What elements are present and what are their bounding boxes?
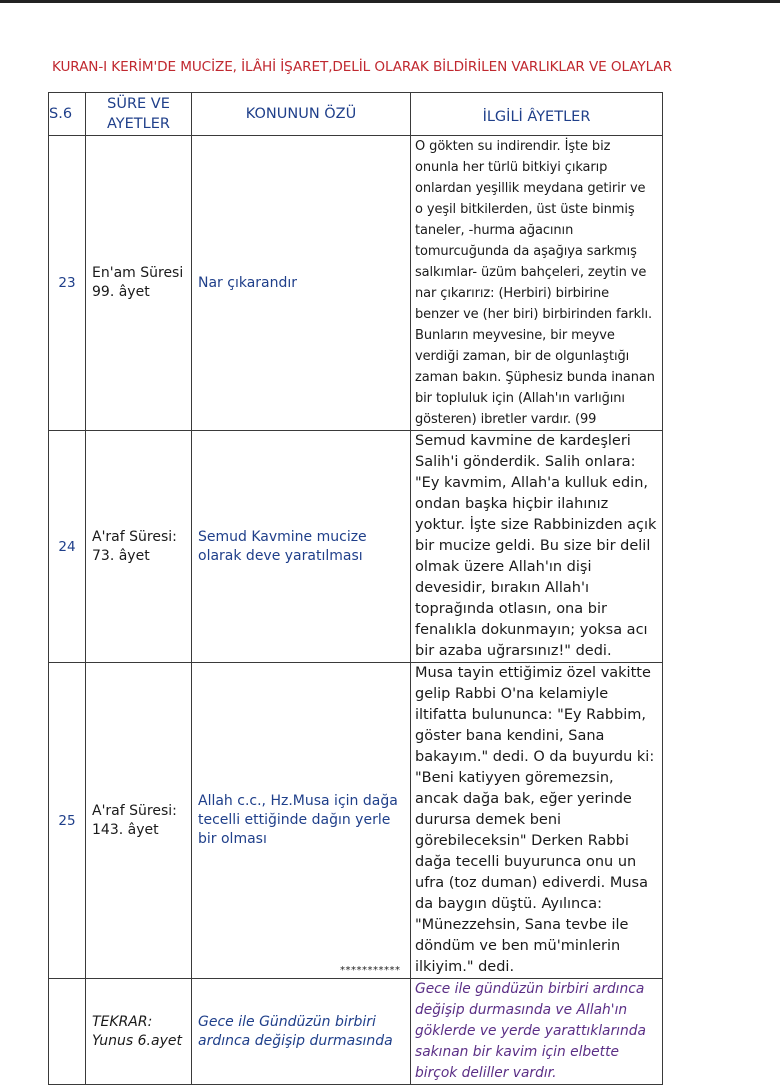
verses-table bbox=[48, 92, 663, 1085]
header-sure: SÜRE VE AYETLER bbox=[86, 93, 192, 136]
row-ozu: Allah c.c., Hz.Musa için dağa tecelli ettiğinde dağın yerle bir olması bbox=[192, 663, 411, 979]
table-header-row bbox=[49, 93, 663, 136]
row-sure: En'am Süresi 99. âyet bbox=[86, 136, 192, 431]
row-ozu: Semud Kavmine mucize olarak deve yaratılması bbox=[192, 431, 411, 663]
table-row bbox=[49, 979, 663, 1085]
row-ozu: Nar çıkarandır bbox=[192, 136, 411, 431]
footer-separator: *********** bbox=[340, 965, 401, 976]
header-sno: S.6 bbox=[49, 93, 86, 136]
row-ayet: Semud kavmine de kardeşleri Salih'i gönderdik. Salih onlara: "Ey kavmim, Allah'a kulluk edin, ondan başka hiçbir ilahınız yoktur. İşte size Rabbinizden açık bir mucize geldi. Bu size bir delil olmak üzere Allah'ın dişi devesidir, bırakın Allah'ı toprağında otlasın, ona bir fenalıkla dokunmayın; yoksa acı bir azaba uğrarsınız!" dedi. bbox=[411, 431, 663, 663]
row-ayet: Musa tayin ettiğimiz özel vakitte gelip Rabbi O'na kelamiyle iltifatta bulununca: "Ey Rabbim, göster bana kendini, Sana bakayım." dedi. O da buyurdu ki: "Beni katiyyen göremezsin, ancak dağa bak, eğer yerinde durursa demek beni görebileceksin" Derken Rabbi dağa tecelli buyurunca onu un ufra (toz duman) ediverdi. Musa da baygın düştü. Ayılınca: "Münezzehsin, Sana tevbe ile döndüm ve ben mü'minlerin ilkiyim." dedi. bbox=[411, 663, 663, 979]
row-number: 24 bbox=[49, 431, 86, 663]
row-sure: A'raf Süresi: 73. âyet bbox=[86, 431, 192, 663]
row-ayet: O gökten su indirendir. İşte biz onunla her türlü bitkiyi çıkarıp onlardan yeşillik meydana getirir ve o yeşil bitkilerden, üst üste binmiş taneler, -hurma ağacının tomurcuğunda da aşağıya sarkmış salkımlar- üzüm bahçeleri, zeytin ve nar çıkarırız: (Herbiri) birbirine benzer ve (her biri) birbirinden farklı. Bunların meyvesine, bir meyve verdiği zaman, bir de olgunlaştığı zaman bakın. Şüphesiz bunda inanan bir topluluk için (Allah'ın varlığını gösteren) ibretler vardır. (99 bbox=[411, 136, 663, 431]
row-number bbox=[49, 979, 86, 1085]
table-row bbox=[49, 663, 663, 979]
page-title: KURAN-I KERİM'DE MUCİZE, İLÂHİ İŞARET,DELİL OLARAK BİLDİRİLEN VARLIKLAR VE OLAYLAR bbox=[52, 59, 672, 75]
table-row bbox=[49, 136, 663, 431]
header-ozu: KONUNUN ÖZÜ bbox=[192, 93, 411, 136]
row-ayet: Gece ile gündüzün birbiri ardınca değişip durmasında ve Allah'ın göklerde ve yerde yarattıklarında sakınan bir kavim için elbette birçok deliller vardır. bbox=[411, 979, 663, 1085]
row-sure: TEKRAR: Yunus 6.ayet bbox=[86, 979, 192, 1085]
row-sure: A'raf Süresi: 143. âyet bbox=[86, 663, 192, 979]
row-number: 25 bbox=[49, 663, 86, 979]
row-ozu: Gece ile Gündüzün birbiri ardınca değişip durmasında bbox=[192, 979, 411, 1085]
header-ayetler: İLGİLİ ÂYETLER bbox=[411, 93, 663, 136]
table-row bbox=[49, 431, 663, 663]
row-number: 23 bbox=[49, 136, 86, 431]
top-border-line bbox=[0, 0, 780, 3]
